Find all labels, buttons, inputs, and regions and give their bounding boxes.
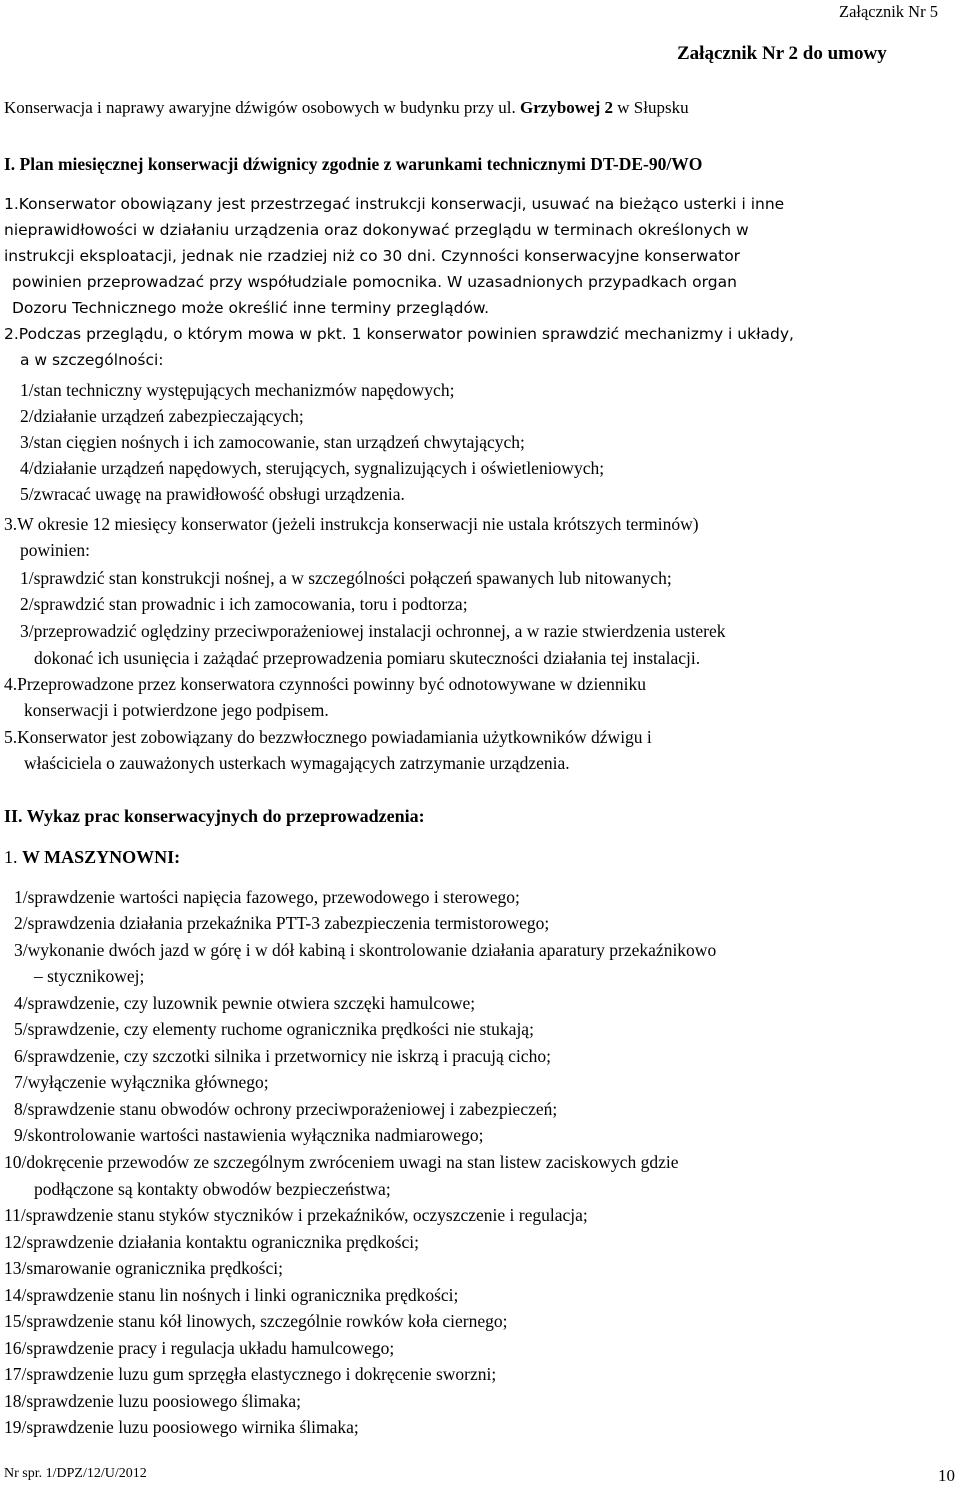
list-item: 8/sprawdzenie stanu obwodów ochrony przeciwporażeniowej i zabezpieczeń; xyxy=(14,1099,558,1119)
section-1-line: 2.Podczas przeglądu, o którym mowa w pkt. 1 konserwator powinien sprawdzić mechanizmy i układy, xyxy=(4,325,794,343)
list-item: 6/sprawdzenie, czy szczotki silnika i przetwornicy nie iskrzą i pracują cicho; xyxy=(14,1046,551,1066)
annex-top-right: Załącznik Nr 5 xyxy=(839,2,938,21)
list-item: 9/skontrolowanie wartości nastawienia wyłącznika nadmiarowego; xyxy=(14,1125,484,1145)
section-1-line: powinien: xyxy=(20,540,90,560)
subheading-text: W MASZYNOWNI: xyxy=(22,847,181,867)
section-1-line: Dozoru Technicznego może określić inne terminy przeglądów. xyxy=(12,299,490,317)
footer-reference: Nr spr. 1/DPZ/12/U/2012 xyxy=(4,1466,147,1481)
section-1-heading: I. Plan miesięcznej konserwacji dźwignicy zgodnie z warunkami technicznymi DT-DE-90/WO xyxy=(4,154,703,174)
list-item: 3/wykonanie dwóch jazd w górę i w dół kabiną i skontrolowanie działania aparatury przekaźnikowo xyxy=(14,940,717,960)
section-1-line: 4.Przeprowadzone przez konserwatora czynności powinny być odnotowywane w dzienniku xyxy=(4,674,646,694)
list-item: 4/sprawdzenie, czy luzownik pewnie otwiera szczęki hamulcowe; xyxy=(14,993,476,1013)
list-item: 1/sprawdzenie wartości napięcia fazowego, przewodowego i sterowego; xyxy=(14,887,520,907)
section-1-line: 5/zwracać uwagę na prawidłowość obsługi urządzenia. xyxy=(20,484,405,504)
list-item: 11/sprawdzenie stanu styków styczników i przekaźników, oczyszczenie i regulacja; xyxy=(4,1205,588,1225)
list-item: – stycznikowej; xyxy=(34,966,145,986)
list-item: 10/dokręcenie przewodów ze szczególnym zwróceniem uwagi na stan listew zaciskowych gdzie xyxy=(4,1152,679,1172)
section-1-line: 2/sprawdzić stan prowadnic i ich zamocowania, toru i podtorza; xyxy=(20,594,468,614)
section-1-line: 4/działanie urządzeń napędowych, sterujących, sygnalizujących i oświetleniowych; xyxy=(20,458,605,478)
list-item: 16/sprawdzenie pracy i regulacja układu hamulcowego; xyxy=(4,1338,395,1358)
page-number: 10 xyxy=(938,1466,955,1485)
list-item: 15/sprawdzenie stanu kół linowych, szczególnie rowków koła ciernego; xyxy=(4,1311,508,1331)
subject-suffix: w Słupsku xyxy=(613,98,689,117)
list-item: 14/sprawdzenie stanu lin nośnych i linki ogranicznika prędkości; xyxy=(4,1285,459,1305)
section-1-line: 1/sprawdzić stan konstrukcji nośnej, a w szczególności połączeń spawanych lub nitowanych; xyxy=(20,568,672,588)
section-1-line: powinien przeprowadzać przy współudziale pomocnika. W uzasadnionych przypadkach organ xyxy=(12,273,737,291)
document-subject xyxy=(4,96,689,120)
section-1-line: 3.W okresie 12 miesięcy konserwator (jeżeli instrukcja konserwacji nie ustala krótszych terminów) xyxy=(4,514,699,534)
list-item: 5/sprawdzenie, czy elementy ruchome ogranicznika prędkości nie stukają; xyxy=(14,1019,534,1039)
subheading-number: 1. xyxy=(4,847,22,867)
section-1-line: konserwacji i potwierdzone jego podpisem. xyxy=(24,700,329,720)
list-item: 7/wyłączenie wyłącznika głównego; xyxy=(14,1072,269,1092)
section-1-line: 1.Konserwator obowiązany jest przestrzegać instrukcji konserwacji, usuwać na bieżąco usterki i inne xyxy=(4,195,785,213)
section-1-line: 3/przeprowadzić oględziny przeciwporażeniowej instalacji ochronnej, a w razie stwierdzenia usterek xyxy=(20,621,726,641)
section-2-subheading xyxy=(4,845,180,869)
section-1-line: 5.Konserwator jest zobowiązany do bezzwłocznego powiadamiania użytkowników dźwigu i xyxy=(4,727,652,747)
section-1-line: 2/działanie urządzeń zabezpieczających; xyxy=(20,406,304,426)
section-1-line: instrukcji eksploatacji, jednak nie rzadziej niż co 30 dni. Czynności konserwacyjne konserwator xyxy=(4,247,741,265)
list-item: 18/sprawdzenie luzu poosiowego ślimaka; xyxy=(4,1391,301,1411)
list-item: 13/smarowanie ogranicznika prędkości; xyxy=(4,1258,283,1278)
list-item: 17/sprawdzenie luzu gum sprzęgła elastycznego i dokręcenie sworzni; xyxy=(4,1364,497,1384)
section-1-line: a w szczególności: xyxy=(20,351,164,369)
section-1-line: dokonać ich usunięcia i zażądać przeprowadzenia pomiaru skuteczności działania tej instalacji. xyxy=(34,648,701,668)
section-1-line: nieprawidłowości w działaniu urządzenia oraz dokonywać przeglądu w terminach określonych w xyxy=(4,221,749,239)
subject-prefix: Konserwacja i naprawy awaryjne dźwigów osobowych w budynku przy ul. xyxy=(4,98,521,117)
list-item: 19/sprawdzenie luzu poosiowego wirnika ślimaka; xyxy=(4,1417,359,1437)
annex-title: Załącznik Nr 2 do umowy xyxy=(677,43,887,64)
section-1-line: 3/stan cięgien nośnych i ich zamocowanie, stan urządzeń chwytających; xyxy=(20,432,525,452)
section-2-heading: II. Wykaz prac konserwacyjnych do przeprowadzenia: xyxy=(4,806,425,826)
section-1-line: właściciela o zauważonych usterkach wymagających zatrzymanie urządzenia. xyxy=(24,753,570,773)
subject-street: Grzybowej 2 xyxy=(520,98,614,117)
list-item: podłączone są kontakty obwodów bezpieczeństwa; xyxy=(34,1179,391,1199)
list-item: 12/sprawdzenie działania kontaktu ogranicznika prędkości; xyxy=(4,1232,419,1252)
section-1-line: 1/stan techniczny występujących mechanizmów napędowych; xyxy=(20,380,455,400)
list-item: 2/sprawdzenia działania przekaźnika PTT-3 zabezpieczenia termistorowego; xyxy=(14,913,550,933)
